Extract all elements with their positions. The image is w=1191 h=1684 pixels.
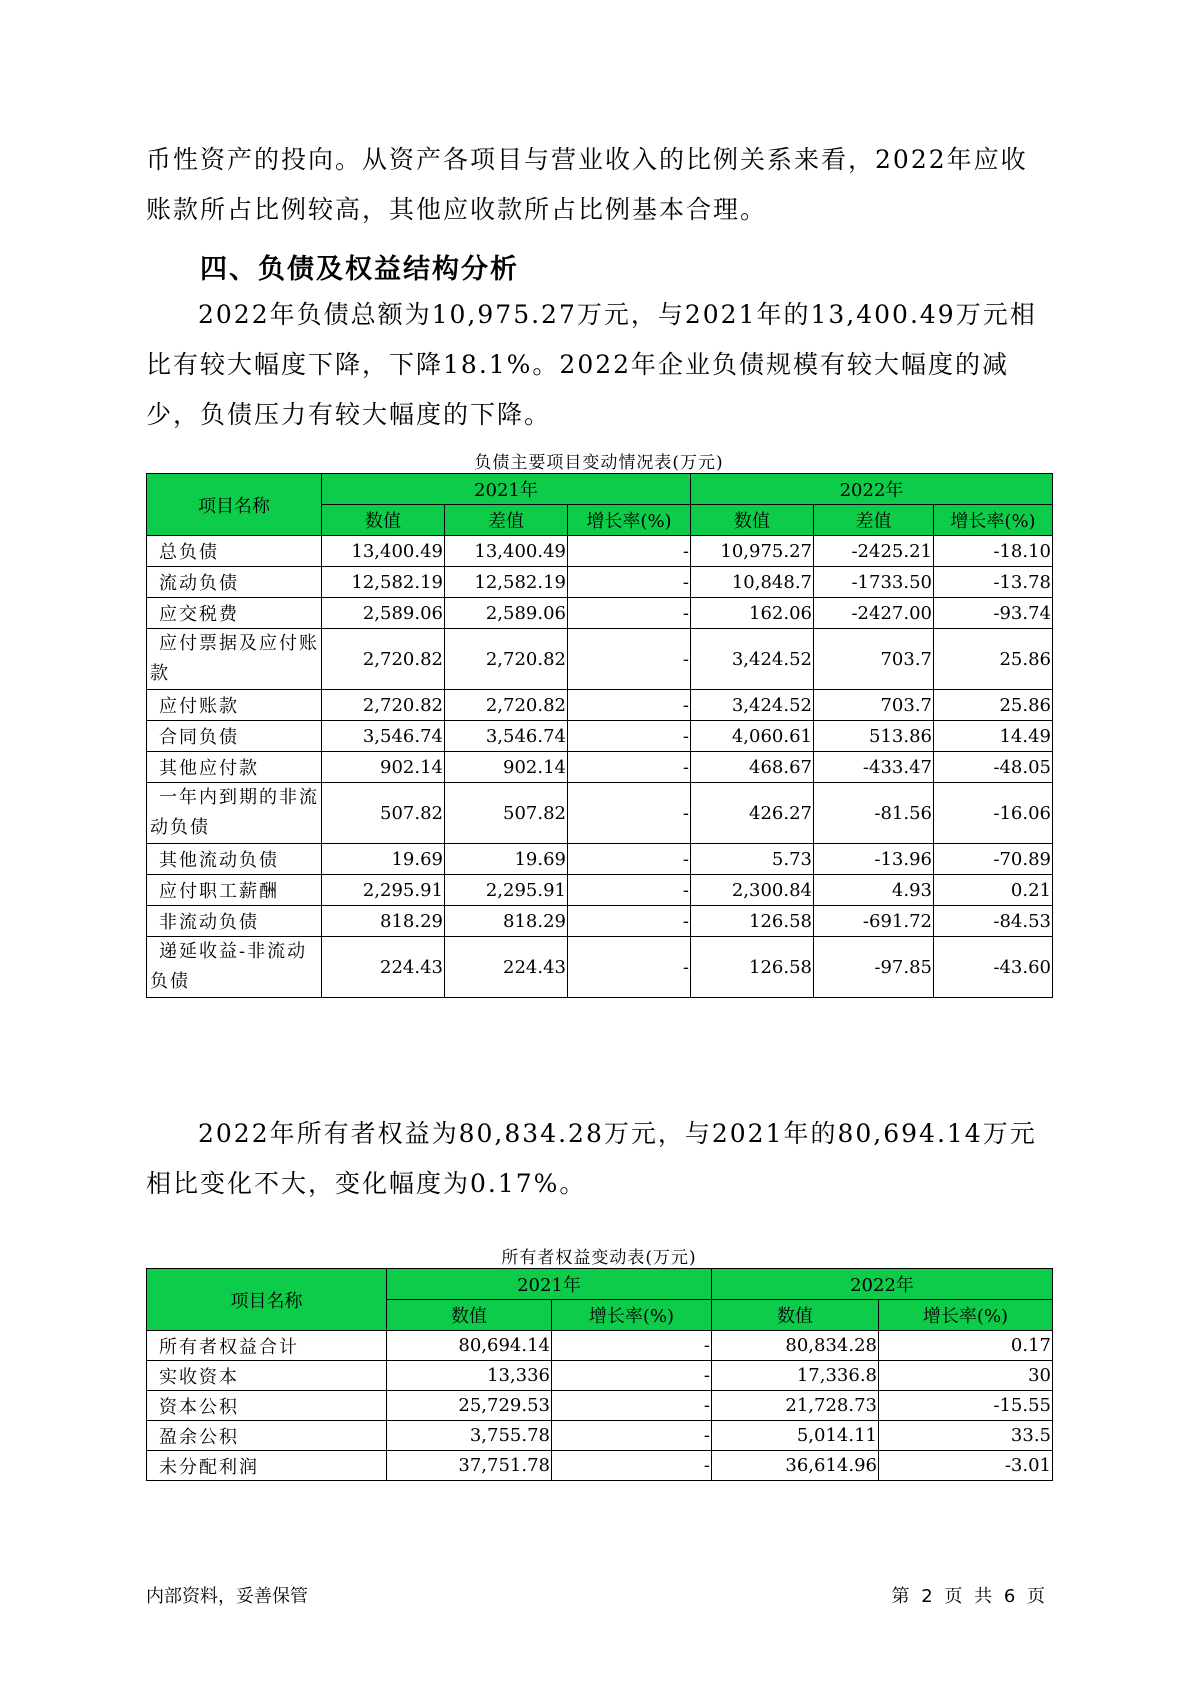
cell-d21: 2,295.91: [445, 875, 568, 906]
row-label: 盈余公积: [147, 1421, 387, 1451]
row-label: 实收资本: [147, 1361, 387, 1391]
cell-g22: -84.53: [934, 906, 1053, 937]
cell-g21: -: [568, 690, 691, 721]
cell-d22: -81.56: [814, 783, 934, 844]
cell-g22: 25.86: [934, 629, 1053, 690]
cell-d21: 3,546.74: [445, 721, 568, 752]
cell-g21: -: [568, 536, 691, 567]
cell-v21: 80,694.14: [387, 1331, 552, 1361]
footer-confidential-note: 内部资料，妥善保管: [146, 1586, 308, 1607]
cell-v22: 5,014.11: [712, 1421, 879, 1451]
cell-d21: 19.69: [445, 844, 568, 875]
cell-d22: 4.93: [814, 875, 934, 906]
cell-v21: 13,400.49: [322, 536, 445, 567]
equity-header-2022: 2022年: [712, 1269, 1053, 1300]
liability-table-caption: 负债主要项目变动情况表(万元): [474, 453, 724, 473]
equity-header-name: 项目名称: [147, 1269, 387, 1331]
cell-g22: -15.55: [879, 1391, 1053, 1421]
intro-line-2: 账款所占比例较高，其他应收款所占比例基本合理。: [146, 195, 768, 224]
cell-v21: 902.14: [322, 752, 445, 783]
cell-v22: 162.06: [691, 598, 814, 629]
cell-g21: -: [568, 906, 691, 937]
cell-g22: -18.10: [934, 536, 1053, 567]
cell-v21: 224.43: [322, 937, 445, 998]
equity-table-caption: 所有者权益变动表(万元): [501, 1248, 697, 1268]
cell-v22: 4,060.61: [691, 721, 814, 752]
cell-d22: -2425.21: [814, 536, 934, 567]
cell-v22: 10,975.27: [691, 536, 814, 567]
table-row: [147, 875, 1053, 906]
liability-header-name: 项目名称: [147, 474, 322, 536]
row-label: 非流动负债: [147, 906, 322, 937]
cell-v21: 37,751.78: [387, 1451, 552, 1481]
cell-d22: -1733.50: [814, 567, 934, 598]
table-row: [147, 937, 1053, 998]
row-label: 递延收益-非流动负债: [147, 937, 322, 998]
cell-d21: 507.82: [445, 783, 568, 844]
cell-d22: 513.86: [814, 721, 934, 752]
cell-d22: -13.96: [814, 844, 934, 875]
cell-v22: 10,848.7: [691, 567, 814, 598]
cell-g21: -: [552, 1361, 712, 1391]
cell-g21: -: [568, 752, 691, 783]
cell-g22: -48.05: [934, 752, 1053, 783]
cell-g22: -70.89: [934, 844, 1053, 875]
table-row: [147, 1451, 1053, 1481]
cell-d22: -433.47: [814, 752, 934, 783]
equity-sub-value-2022: 数值: [712, 1300, 879, 1331]
cell-v21: 19.69: [322, 844, 445, 875]
cell-g22: 14.49: [934, 721, 1053, 752]
cell-v22: 21,728.73: [712, 1391, 879, 1421]
cell-g21: -: [552, 1421, 712, 1451]
cell-d22: -691.72: [814, 906, 934, 937]
row-label: 应交税费: [147, 598, 322, 629]
cell-v22: 468.67: [691, 752, 814, 783]
cell-v22: 5.73: [691, 844, 814, 875]
table-row: [147, 1361, 1053, 1391]
cell-g22: -16.06: [934, 783, 1053, 844]
cell-g22: -13.78: [934, 567, 1053, 598]
cell-g21: -: [568, 844, 691, 875]
row-label: 总负债: [147, 536, 322, 567]
cell-v21: 13,336: [387, 1361, 552, 1391]
cell-d21: 12,582.19: [445, 567, 568, 598]
row-label: 未分配利润: [147, 1451, 387, 1481]
cell-v21: 2,720.82: [322, 629, 445, 690]
row-label: 应付票据及应付账款: [147, 629, 322, 690]
row-label: 应付职工薪酬: [147, 875, 322, 906]
equity-paragraph: 2022年所有者权益为80,834.28万元，与2021年的80,694.14万元相比变化不大，变化幅度为0.17%。: [146, 1119, 1037, 1198]
table-row: [147, 752, 1053, 783]
row-label: 其他应付款: [147, 752, 322, 783]
equity-sub-growth-2022: 增长率(%): [879, 1300, 1053, 1331]
table-row: [147, 598, 1053, 629]
cell-v21: 12,582.19: [322, 567, 445, 598]
cell-g22: 0.17: [879, 1331, 1053, 1361]
cell-v21: 507.82: [322, 783, 445, 844]
cell-d21: 2,720.82: [445, 690, 568, 721]
table-row: [147, 1421, 1053, 1451]
cell-v22: 17,336.8: [712, 1361, 879, 1391]
table-row: [147, 690, 1053, 721]
cell-g21: -: [568, 721, 691, 752]
cell-d22: 703.7: [814, 690, 934, 721]
liability-header-2021: 2021年: [322, 474, 691, 505]
liability-sub-value-2022: 数值: [691, 505, 814, 536]
cell-g21: -: [568, 937, 691, 998]
liability-header-2022: 2022年: [691, 474, 1053, 505]
cell-g22: -43.60: [934, 937, 1053, 998]
cell-g21: -: [568, 598, 691, 629]
table-row: [147, 536, 1053, 567]
cell-g22: 25.86: [934, 690, 1053, 721]
liability-sub-diff-2022: 差值: [814, 505, 934, 536]
section-heading: 四、负债及权益结构分析: [200, 254, 519, 285]
cell-v22: 426.27: [691, 783, 814, 844]
cell-g22: 30: [879, 1361, 1053, 1391]
table-row: [147, 906, 1053, 937]
table-row: [147, 1331, 1053, 1361]
cell-d21: 13,400.49: [445, 536, 568, 567]
table-row: [147, 629, 1053, 690]
cell-g21: -: [568, 783, 691, 844]
cell-v21: 818.29: [322, 906, 445, 937]
footer-page-number: 第 2 页 共 6 页: [891, 1586, 1045, 1607]
equity-sub-growth-2021: 增长率(%): [552, 1300, 712, 1331]
cell-v21: 2,295.91: [322, 875, 445, 906]
row-label: 流动负债: [147, 567, 322, 598]
cell-v21: 25,729.53: [387, 1391, 552, 1421]
liability-sub-growth-2022: 增长率(%): [934, 505, 1053, 536]
cell-g21: -: [552, 1451, 712, 1481]
cell-d21: 902.14: [445, 752, 568, 783]
table-row: [147, 844, 1053, 875]
cell-g22: -93.74: [934, 598, 1053, 629]
cell-g21: -: [568, 629, 691, 690]
liability-table: [146, 473, 1053, 998]
liability-paragraph: 2022年负债总额为10,975.27万元，与2021年的13,400.49万元相比有较大幅度下降，下降18.1%。2022年企业负债规模有较大幅度的减少，负债压力有较大幅度的下降。: [146, 300, 1037, 429]
cell-g22: 0.21: [934, 875, 1053, 906]
cell-v22: 3,424.52: [691, 690, 814, 721]
table-row: [147, 567, 1053, 598]
cell-v21: 3,546.74: [322, 721, 445, 752]
intro-line-1: 币性资产的投向。从资产各项目与营业收入的比例关系来看，2022年应收: [146, 145, 1028, 174]
cell-d21: 818.29: [445, 906, 568, 937]
cell-v22: 126.58: [691, 937, 814, 998]
cell-v21: 2,589.06: [322, 598, 445, 629]
row-label: 所有者权益合计: [147, 1331, 387, 1361]
table-row: [147, 783, 1053, 844]
row-label: 合同负债: [147, 721, 322, 752]
cell-g22: 33.5: [879, 1421, 1053, 1451]
row-label: 应付账款: [147, 690, 322, 721]
cell-v22: 36,614.96: [712, 1451, 879, 1481]
row-label: 一年内到期的非流动负债: [147, 783, 322, 844]
cell-g22: -3.01: [879, 1451, 1053, 1481]
cell-d22: 703.7: [814, 629, 934, 690]
cell-g21: -: [552, 1391, 712, 1421]
cell-d21: 224.43: [445, 937, 568, 998]
equity-header-2021: 2021年: [387, 1269, 712, 1300]
row-label: 资本公积: [147, 1391, 387, 1421]
liability-sub-growth-2021: 增长率(%): [568, 505, 691, 536]
cell-d21: 2,589.06: [445, 598, 568, 629]
cell-v22: 3,424.52: [691, 629, 814, 690]
table-row: [147, 1391, 1053, 1421]
cell-g21: -: [568, 875, 691, 906]
cell-g21: -: [552, 1331, 712, 1361]
cell-d22: -2427.00: [814, 598, 934, 629]
cell-g21: -: [568, 567, 691, 598]
cell-d22: -97.85: [814, 937, 934, 998]
cell-d21: 2,720.82: [445, 629, 568, 690]
table-row: [147, 721, 1053, 752]
liability-sub-value-2021: 数值: [322, 505, 445, 536]
row-label: 其他流动负债: [147, 844, 322, 875]
cell-v22: 80,834.28: [712, 1331, 879, 1361]
cell-v22: 2,300.84: [691, 875, 814, 906]
cell-v21: 3,755.78: [387, 1421, 552, 1451]
equity-table: [146, 1268, 1053, 1481]
liability-sub-diff-2021: 差值: [445, 505, 568, 536]
cell-v21: 2,720.82: [322, 690, 445, 721]
equity-sub-value-2021: 数值: [387, 1300, 552, 1331]
cell-v22: 126.58: [691, 906, 814, 937]
